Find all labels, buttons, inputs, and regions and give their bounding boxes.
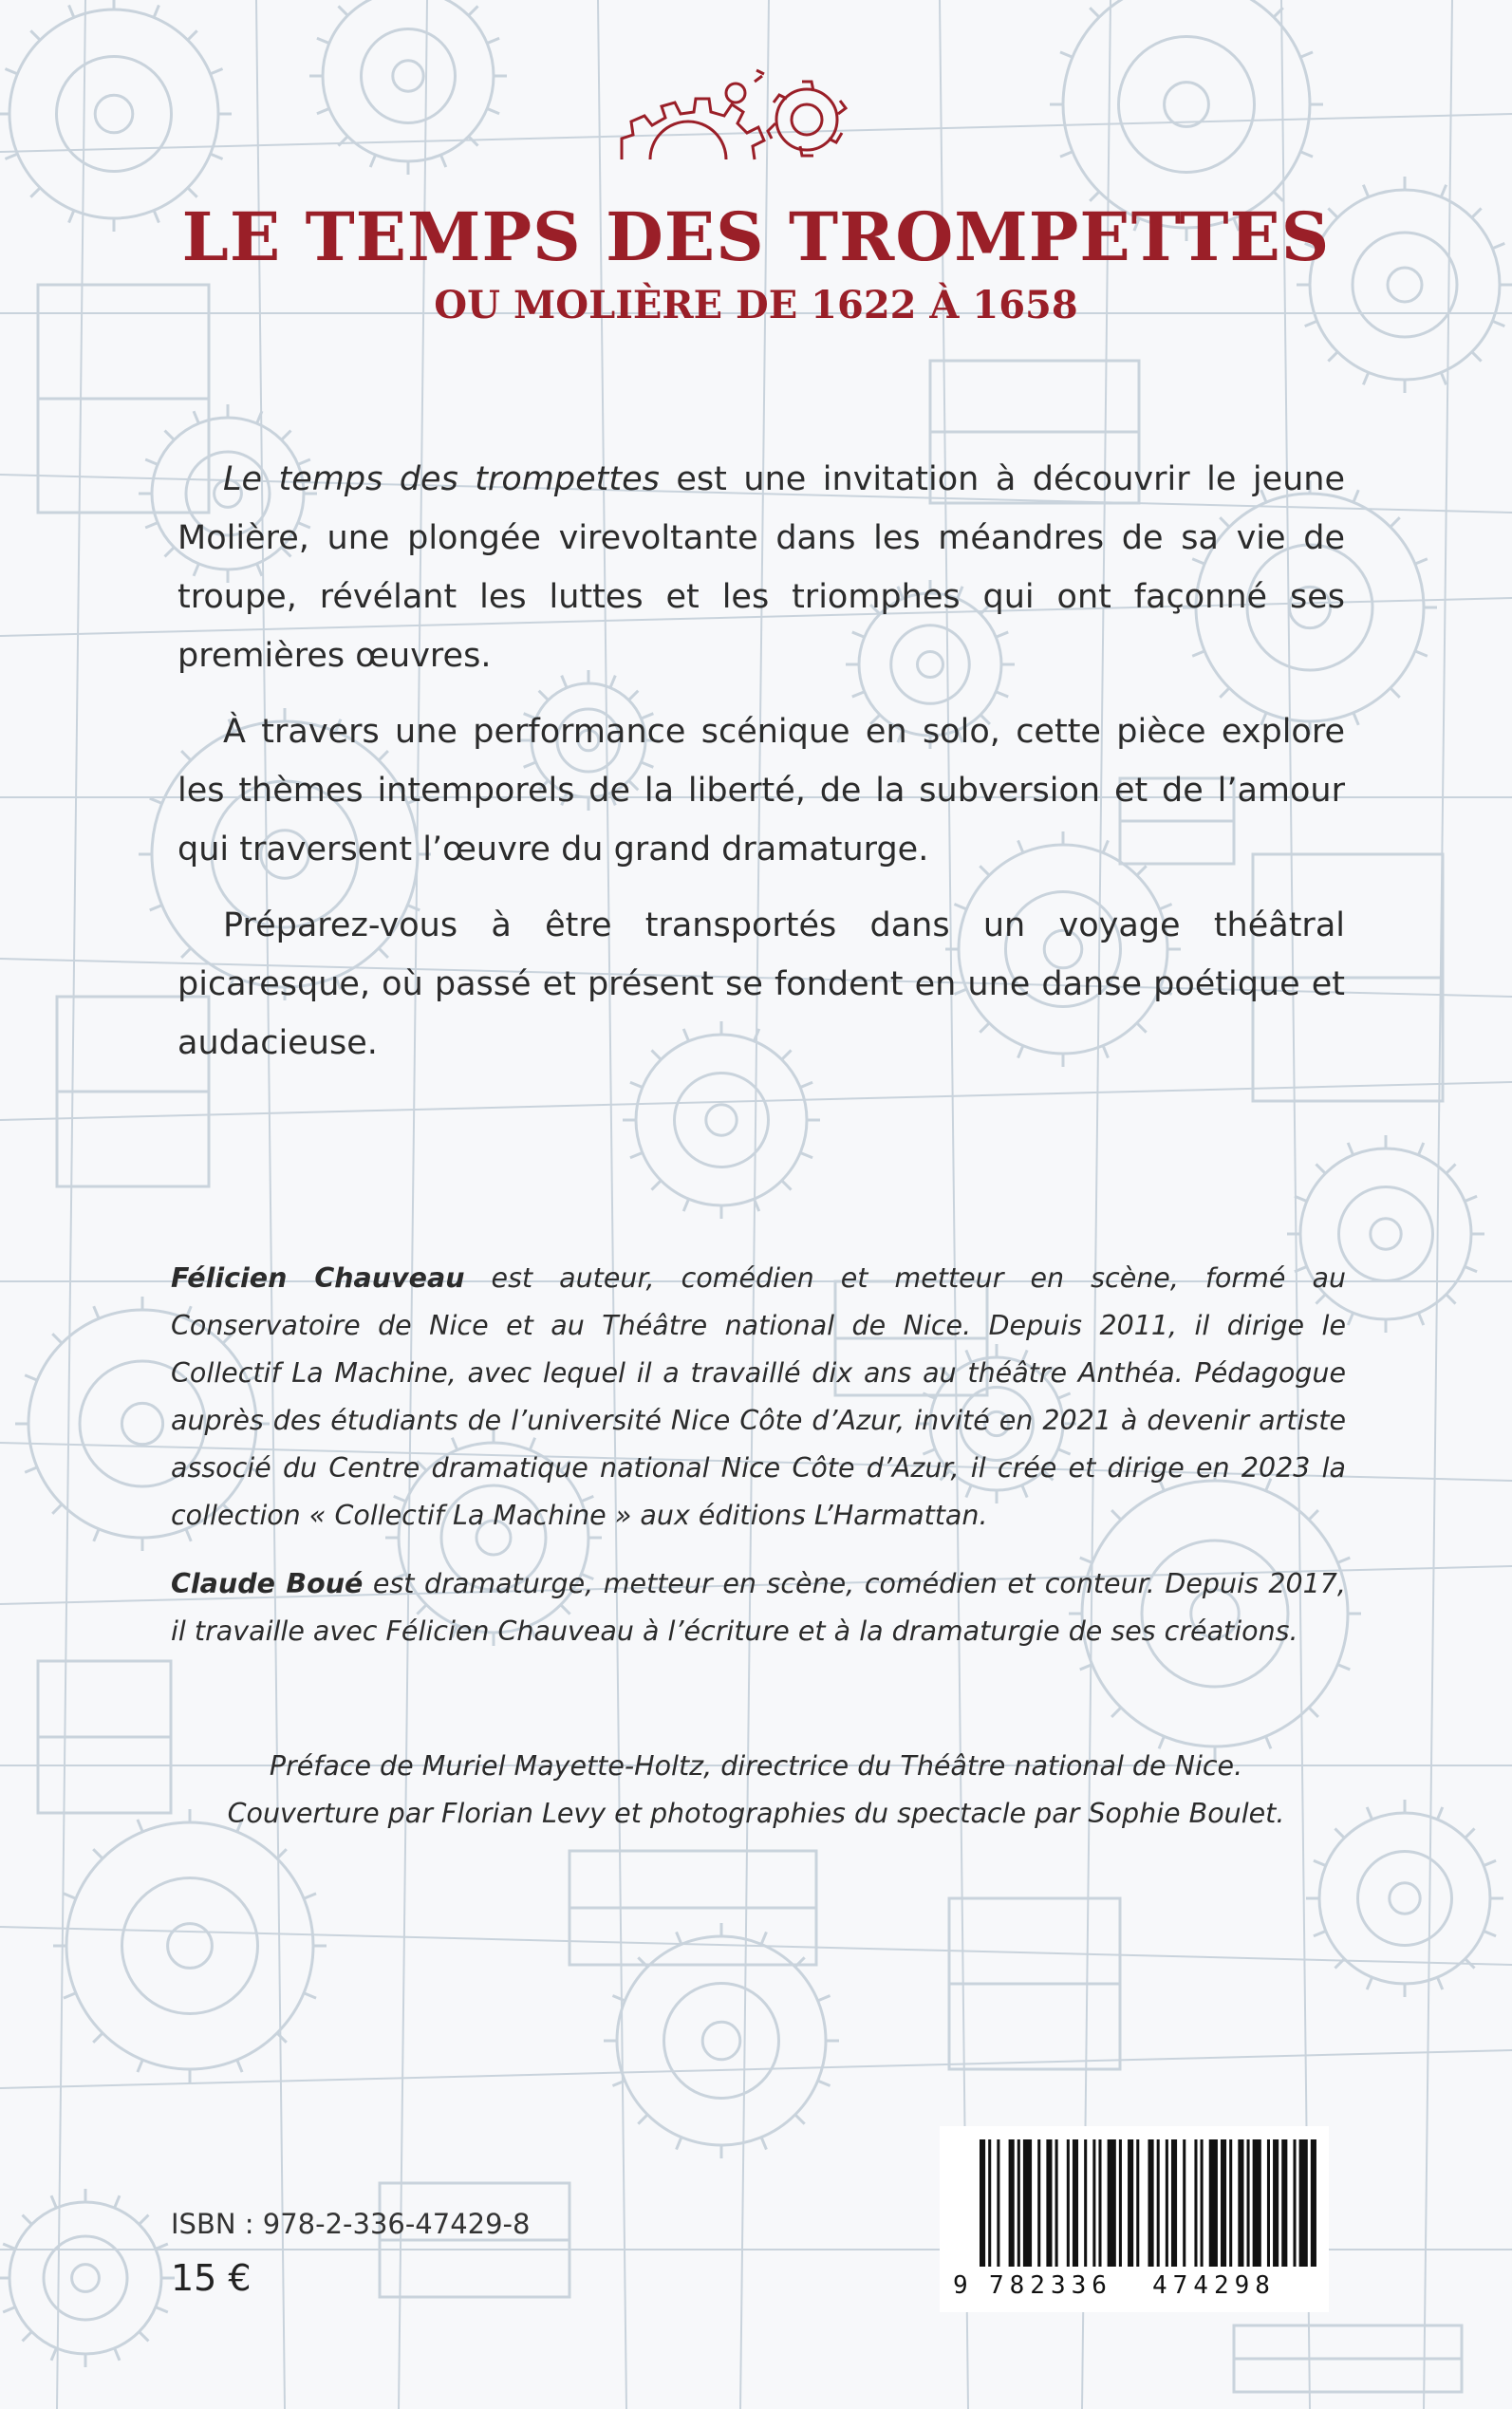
barcode-bar [1009, 2139, 1015, 2267]
credits-preface: Préface de Muriel Mayette-Holtz, directrice du Théâtre national de Nice. [269, 1750, 1243, 1782]
bio-name: Félicien Chauveau [171, 1262, 465, 1294]
barcode-bar [1166, 2139, 1168, 2267]
barcode-bar [1299, 2139, 1308, 2267]
synopsis-paragraph-3: Préparez-vous à être transportés dans un voyage théâtral picaresque, où passé et présent se fondent en une danse poétique et audacieuse. [177, 906, 1345, 1062]
barcode-bar [997, 2139, 999, 2267]
gears-logo-icon [612, 65, 897, 169]
barcode-bar [1084, 2139, 1087, 2267]
book-title: LE TEMPS DES TROMPETTES [181, 197, 1331, 276]
barcode-bar [1281, 2139, 1287, 2267]
barcode-bar [1311, 2139, 1316, 2267]
barcode-bar [1119, 2139, 1122, 2267]
barcode-bar [1253, 2139, 1261, 2267]
isbn: ISBN : 978-2-336-47429-8 [171, 2208, 531, 2240]
barcode-bar [1055, 2139, 1058, 2267]
bio-text: est auteur, comédien et metteur en scène, formé au Conservatoire de Nice et au Théâtre national de Nice. Depuis 2011, il dirige le Collectif La Machine, avec lequel il a travaillé dix ans au théâtre Anthéa. Pédagogue auprès des étudiants de l’université Nice Côte d’Azur, invité en 2021 à devenir artiste associé du Centre dramatique national Nice Côte d’Azur, il crée et dirige en 2023 la collection « Collectif La Machine » aux éditions L’Harmattan. [171, 1262, 1347, 1531]
barcode-bar [1229, 2139, 1232, 2267]
bio-felicien [171, 1255, 1346, 1540]
barcode-bar [988, 2139, 991, 2267]
barcode-bar [1136, 2139, 1139, 2267]
barcode-bar [1238, 2139, 1243, 2267]
book-subtitle: OU MOLIÈRE DE 1622 À 1658 [434, 283, 1078, 327]
synopsis-p1-text: est une invitation à découvrir le jeune Molière, une plongée virevoltante dans les méandres de sa vie de troupe, révélant les luttes et les triomphes qui ont façonné ses premières œuvres. [177, 460, 1346, 675]
barcode-bar [1273, 2139, 1279, 2267]
barcode-bar [1221, 2139, 1226, 2267]
barcode-bar [1037, 2139, 1040, 2267]
bio-text: est dramaturge, metteur en scène, comédien et conteur. Depuis 2017, il travaille avec Félicien Chauveau à l’écriture et à la dramaturgie de ses créations. [171, 1568, 1346, 1647]
barcode [940, 2126, 1329, 2312]
barcode-bar [980, 2139, 985, 2267]
barcode-bar [1247, 2139, 1250, 2267]
synopsis [177, 450, 1345, 1090]
barcode-bar [1201, 2139, 1204, 2267]
barcode-bar [1128, 2139, 1133, 2267]
barcode-bar [1017, 2139, 1020, 2267]
credits-cover: Couverture par Florian Levy et photographies du spectacle par Sophie Boulet. [227, 1798, 1285, 1829]
barcode-icon [951, 2136, 1317, 2297]
barcode-bar [1209, 2139, 1218, 2267]
bio-claude [171, 1560, 1346, 1655]
barcode-bar [1183, 2139, 1185, 2267]
barcode-right-group: 474298 [1152, 2271, 1276, 2297]
bio-name: Claude Boué [171, 1568, 364, 1599]
barcode-bar [1108, 2139, 1116, 2267]
barcode-bar [1267, 2139, 1270, 2267]
barcode-bar [1046, 2139, 1052, 2267]
synopsis-paragraph-1 [177, 450, 1345, 685]
synopsis-paragraph-2: À travers une performance scénique en solo, cette pièce explore les thèmes intemporels de la liberté, de la subversion et de l’amour qui traversent l’œuvre du grand dramaturge. [177, 713, 1345, 868]
barcode-bar [1073, 2139, 1078, 2267]
barcode-bar [1023, 2139, 1032, 2267]
barcode-bar [1067, 2139, 1070, 2267]
barcode-first-digit: 9 [953, 2271, 968, 2297]
barcode-bar [1092, 2139, 1095, 2267]
author-bios [171, 1255, 1346, 1676]
barcode-bar [1148, 2139, 1153, 2267]
credits [0, 1743, 1512, 1838]
barcode-bar [1098, 2139, 1101, 2267]
barcode-bar [1157, 2139, 1160, 2267]
barcode-bar [1171, 2139, 1177, 2267]
barcode-left-group: 782336 [989, 2271, 1112, 2297]
barcode-bar [1293, 2139, 1296, 2267]
price: 15 € [171, 2257, 252, 2299]
barcode-bar [1194, 2139, 1197, 2267]
synopsis-italic-title: Le temps des trompettes [223, 460, 660, 498]
